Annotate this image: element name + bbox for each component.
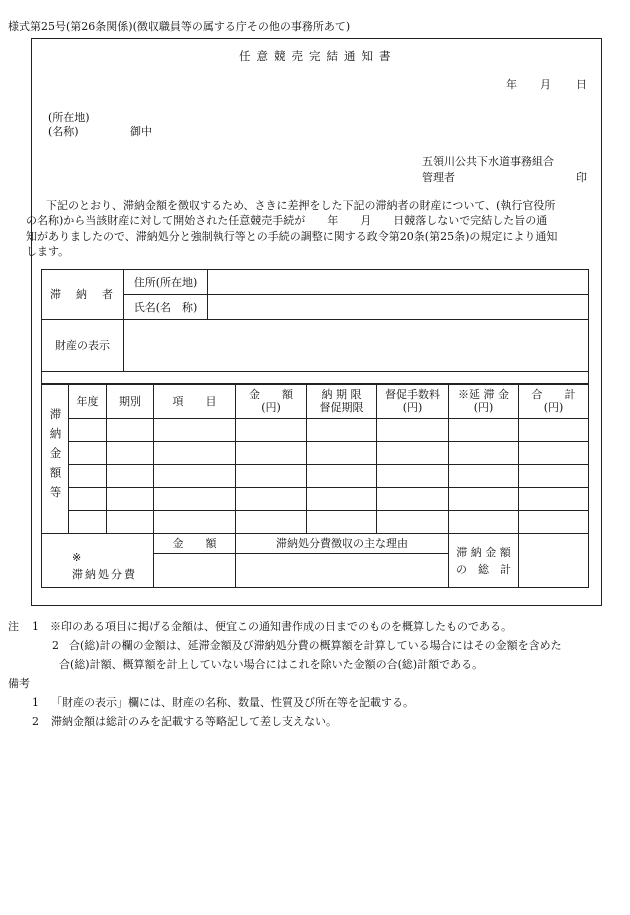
table-cell[interactable] <box>449 465 519 488</box>
remark-2: 2 滞納金額は総計のみを記載する等略記して差し支えない。 <box>32 715 337 728</box>
table-cell[interactable] <box>519 419 589 442</box>
table-cell[interactable] <box>107 511 154 534</box>
table-cell[interactable] <box>519 511 589 534</box>
header-amount: 金 額 (円) <box>236 384 307 419</box>
taxpayer-property-table <box>41 269 589 385</box>
table-cell[interactable] <box>519 442 589 465</box>
fee-label: 滞納処分費 <box>72 568 137 581</box>
table-cell[interactable] <box>307 419 377 442</box>
table-cell[interactable] <box>107 465 154 488</box>
arrears-table <box>41 383 589 588</box>
addressee-name-label: (名称) <box>48 125 79 138</box>
table-cell[interactable] <box>236 442 307 465</box>
date-day-label: 日 <box>576 78 587 91</box>
note-2: 2 合(総)計の欄の金額は、延滞金額及び滞納処分費の概算額を計算している場合にはその金額を含めた <box>52 639 562 652</box>
note-1: 注 1 ※印のある項目に掲げる金額は、便宜この通知書作成の日までのものを概算したものである。 <box>8 620 512 633</box>
table-cell[interactable] <box>307 465 377 488</box>
date-month-label: 月 <box>540 78 551 91</box>
name-label: 氏名(名 称) <box>124 295 208 320</box>
document-title: 任意競売完結通知書 <box>239 49 397 63</box>
body-paragraph <box>26 198 599 259</box>
table-cell[interactable] <box>154 511 236 534</box>
grand-total-label: 滞 納 金 額 の 総 計 <box>449 534 519 588</box>
table-cell[interactable] <box>377 419 449 442</box>
table-cell[interactable] <box>107 488 154 511</box>
table-cell[interactable] <box>69 511 107 534</box>
property-label: 財産の表示 <box>42 320 124 372</box>
table-cell[interactable] <box>154 488 236 511</box>
note-2-continued: 合(総)計額、概算額を計上していない場合にはこれを除いた金額の合(総)計額である。 <box>59 658 484 671</box>
notes-section <box>8 617 608 731</box>
table-cell[interactable] <box>154 465 236 488</box>
table-cell[interactable] <box>69 419 107 442</box>
table-cell[interactable] <box>236 511 307 534</box>
body-line: 知がありましたので、滞納処分と強制執行等との手続の調整に関する政令第20条(第25条)の規定により通知 <box>26 229 558 243</box>
table-cell[interactable] <box>449 442 519 465</box>
table-cell[interactable] <box>307 442 377 465</box>
table-cell[interactable] <box>307 511 377 534</box>
fee-amount-label: 金 額 <box>154 534 236 554</box>
table-row <box>42 442 589 465</box>
table-cell[interactable] <box>377 511 449 534</box>
table-cell[interactable] <box>377 442 449 465</box>
table-cell[interactable] <box>449 488 519 511</box>
header-fiscal-year: 年度 <box>69 384 107 419</box>
header-total: 合 計 (円) <box>519 384 589 419</box>
header-due-date: 納 期 限 督促期限 <box>307 384 377 419</box>
table-cell[interactable] <box>519 488 589 511</box>
sender-organization: 五領川公共下水道事務組合 <box>422 155 554 168</box>
table-cell[interactable] <box>107 419 154 442</box>
form-label: 様式第25号(第26条関係)(徴収職員等の属する庁その他の事務所あて) <box>8 20 351 33</box>
body-line: 下記のとおり、滞納金額を徴収するため、さきに差押をした下記の滞納者の財産について、(執行官役所 <box>46 199 556 212</box>
table-row <box>42 419 589 442</box>
table-cell[interactable] <box>377 465 449 488</box>
date-year-label: 年 <box>506 78 517 91</box>
fee-reason-field[interactable] <box>236 554 449 588</box>
body-line: します。 <box>26 244 70 258</box>
body-line: の名称)から当該財産に対して開始された任意競売手続が 年 月 日競落しないで完結した旨の通 <box>26 214 548 228</box>
table-cell[interactable] <box>236 419 307 442</box>
fee-mark: ※ <box>72 551 82 564</box>
sender-title: 管理者 <box>422 171 455 184</box>
table-row <box>42 465 589 488</box>
address-field[interactable] <box>208 270 589 295</box>
header-item: 項 目 <box>154 384 236 419</box>
table-cell[interactable] <box>377 488 449 511</box>
header-period: 期別 <box>107 384 154 419</box>
table-row <box>42 511 589 534</box>
addressee-honorific: 御中 <box>130 125 152 138</box>
table-cell[interactable] <box>154 419 236 442</box>
grand-total-field[interactable] <box>519 534 589 588</box>
header-late-charge: ※延 滞 金 (円) <box>449 384 519 419</box>
table-cell[interactable] <box>449 511 519 534</box>
table-cell[interactable] <box>69 442 107 465</box>
taxpayer-label: 滞 納 者 <box>42 270 124 320</box>
fee-amount-field[interactable] <box>154 554 236 588</box>
addressee-location-label: (所在地) <box>48 111 90 124</box>
table-cell[interactable] <box>449 419 519 442</box>
header-reminder-fee: 督促手数料 (円) <box>377 384 449 419</box>
table-cell[interactable] <box>154 442 236 465</box>
table-row <box>42 488 589 511</box>
table-cell[interactable] <box>69 465 107 488</box>
arrears-side-label: 滞納金額等 <box>42 384 69 534</box>
disposal-fee-label <box>42 534 154 588</box>
seal-mark: 印 <box>576 171 587 184</box>
table-cell[interactable] <box>236 465 307 488</box>
remark-1: 1 「財産の表示」欄には、財産の名称、数量、性質及び所在等を記載する。 <box>32 696 414 709</box>
table-cell[interactable] <box>307 488 377 511</box>
table-cell[interactable] <box>107 442 154 465</box>
table-cell[interactable] <box>69 488 107 511</box>
table-cell[interactable] <box>519 465 589 488</box>
property-field[interactable] <box>124 320 589 372</box>
address-label: 住所(所在地) <box>124 270 208 295</box>
table-cell[interactable] <box>236 488 307 511</box>
remarks-heading: 備考 <box>8 677 30 690</box>
fee-reason-label: 滞納処分費徴収の主な理由 <box>236 534 449 554</box>
name-field[interactable] <box>208 295 589 320</box>
